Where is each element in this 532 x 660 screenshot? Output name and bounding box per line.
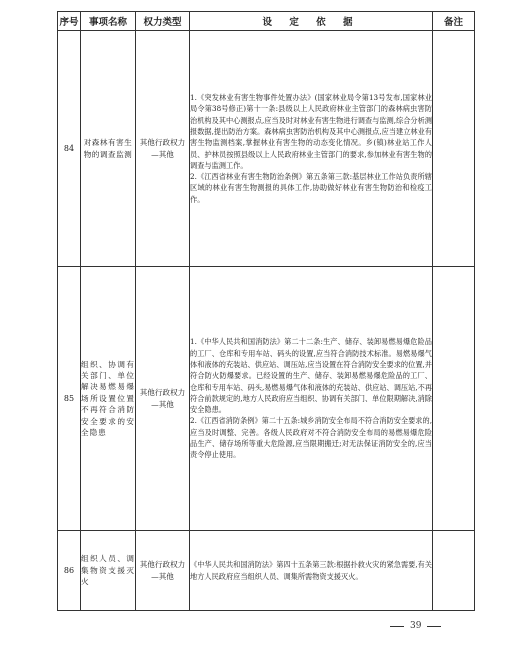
table-row bbox=[58, 531, 475, 611]
row-name: 组织人员、调集物资支援灭火 bbox=[81, 531, 136, 611]
page-footer bbox=[390, 621, 441, 631]
row-index: 85 bbox=[58, 267, 81, 531]
row-remarks bbox=[433, 267, 475, 531]
row-remarks bbox=[433, 31, 475, 267]
row-index: 84 bbox=[58, 31, 81, 267]
basis-paragraph: 1.《突发林业有害生物事件处置办法》(国家林业局令第13号发布,国家林业局令第38号修正)第十一条:县级以上人民政府林业主管部门的森林病虫害防治机构及其中心测报点,应当及时对林业有害生物进行调查与监测,综合分析测报数据,提出防治方案。森林病虫害防治机构及其中心测报点,应当建立林业有害生物监测档案,掌握林业有害生物的动态变化情况。乡(镇)林业站工作人员、护林员按照县级以上人民政府林业主管部门的要求,参加林业有害生物的调查与监测工作。 bbox=[190, 93, 432, 170]
row-name: 对森林有害生物的调查监测 bbox=[81, 31, 136, 267]
row-remarks bbox=[433, 531, 475, 611]
basis-paragraph: 1.《中华人民共和国消防法》第二十二条:生产、储存、装卸易燃易爆危险品的工厂、仓库和专用车站、码头的设置,应当符合消防技术标准。易燃易爆气体和液体的充装站、供应站、调压站,应当设置在符合消防安全要求的位置,并符合防火防爆要求。已经设置的生产、储存、装卸易燃易爆危险品的工厂、仓库和专用车站、码头,易燃易爆气体和液体的充装站、供应站、调压站,不再符合前款规定的,地方人民政府应当组织、协调有关部门、单位限期解决,消除安全隐患。 bbox=[190, 337, 432, 415]
table-row bbox=[58, 31, 475, 267]
row-basis bbox=[190, 31, 433, 267]
row-power-type: 其他行政权力—其他 bbox=[136, 267, 190, 531]
header-name: 事项名称 bbox=[81, 12, 136, 31]
footer-dash-left bbox=[390, 626, 404, 627]
row-basis bbox=[190, 267, 433, 531]
row-power-type: 其他行政权力—其他 bbox=[136, 531, 190, 611]
header-power-type: 权力类型 bbox=[136, 12, 190, 31]
basis-paragraph: 《中华人民共和国消防法》第四十五条第三款:根据扑救火灾的紧急需要,有关地方人民政府应当组织人员、调集所需物资支援灭火。 bbox=[190, 560, 432, 581]
footer-dash-right bbox=[427, 626, 441, 627]
power-list-table bbox=[57, 11, 475, 611]
row-basis bbox=[190, 531, 433, 611]
table-header-row bbox=[58, 12, 475, 31]
row-index: 86 bbox=[58, 531, 81, 611]
basis-paragraph: 2.《江西省消防条例》第二十五条:城乡消防安全布局不符合消防安全要求的,应当及时调整、完善。各级人民政府对不符合消防安全布局的易燃易爆危险品生产、储存场所等重大危险源,应当限期搬迁;对无法保证消防安全的,应当责令停止使用。 bbox=[190, 416, 432, 460]
page-number: 39 bbox=[410, 621, 422, 631]
row-power-type: 其他行政权力—其他 bbox=[136, 31, 190, 267]
header-remarks: 备注 bbox=[433, 12, 475, 31]
basis-paragraph: 2.《江西省林业有害生物防治条例》第五条第三款:基层林业工作站负责所辖区域的林业有害生物测报的具体工作,协助做好林业有害生物防治和检疫工作。 bbox=[190, 172, 432, 204]
header-basis: 设 定 依 据 bbox=[190, 12, 433, 31]
table-row bbox=[58, 267, 475, 531]
row-name: 组织、协调有关部门、单位解决易燃易爆场所设置位置不再符合消防安全要求的安全隐患 bbox=[81, 267, 136, 531]
header-index: 序号 bbox=[58, 12, 81, 31]
